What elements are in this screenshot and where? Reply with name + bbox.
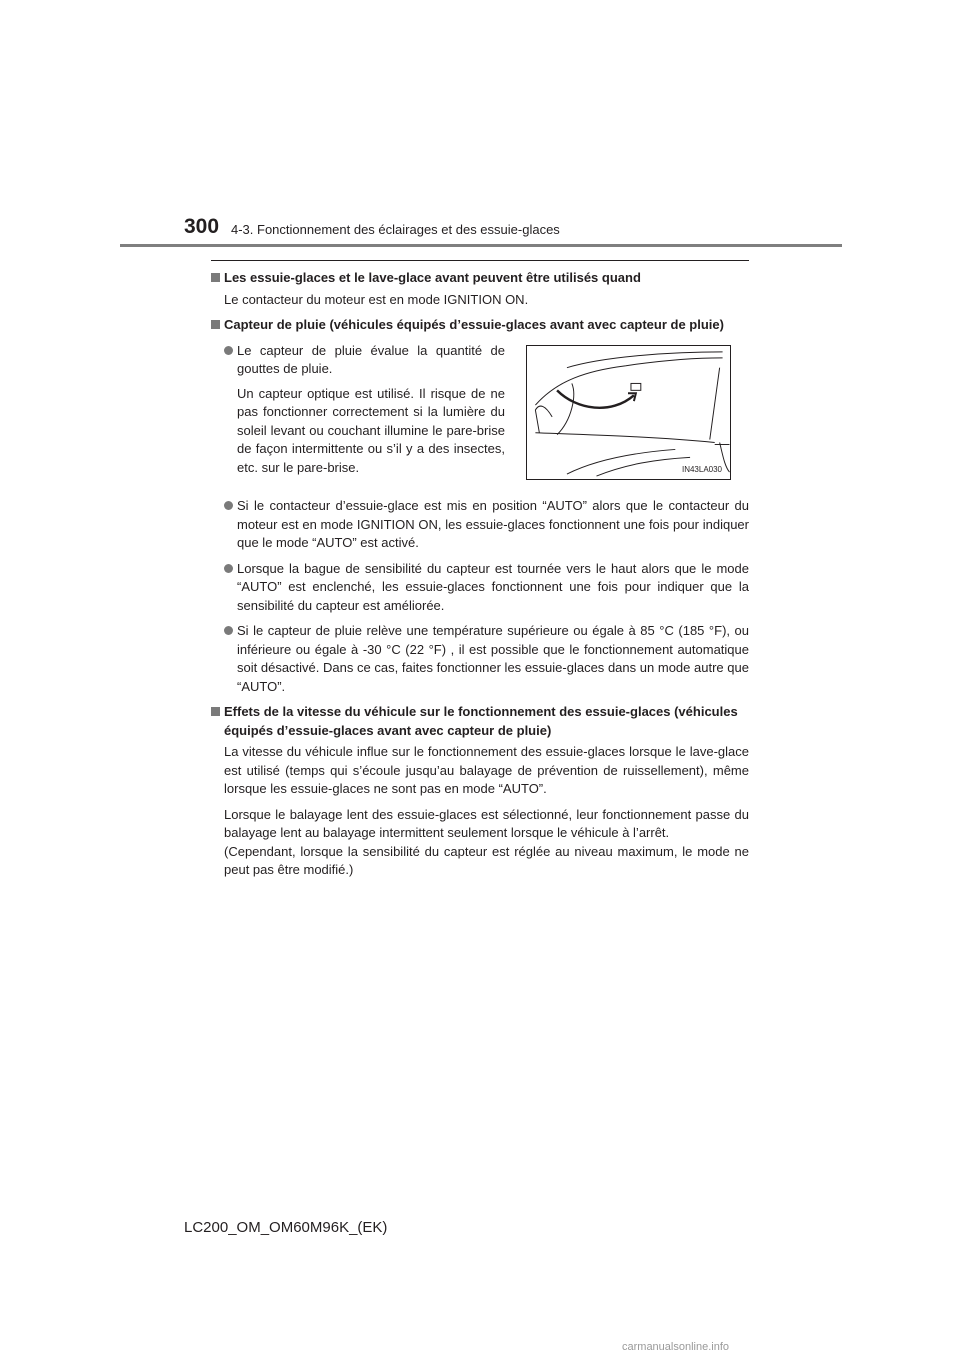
document-code: LC200_OM_OM60M96K_(EK) bbox=[184, 1219, 388, 1236]
content-rule bbox=[211, 260, 749, 261]
section-title: 4-3. Fonctionnement des éclairages et des essuie-glaces bbox=[231, 222, 560, 237]
rain-sensor-block bbox=[211, 342, 749, 491]
paragraph-speed-influence: La vitesse du véhicule influe sur le fonctionnement des essuie-glaces lorsque le lave-glace est utilisé (temps qui s’écoule jusqu’au balayage de prévention de ruissellement), même lorsque les essuie-glaces ne sont pas en mode “AUTO”. bbox=[224, 744, 749, 796]
bullet-sensitivity-ring: Lorsque la bague de sensibilité du capteur est tournée vers le haut alors que le mode “AUTO” est enclenché, les essuie-glaces fonctionnent une fois pour indiquer que la sensibilité du capteur est améliorée. bbox=[211, 560, 749, 616]
page-number: 300 bbox=[184, 215, 220, 238]
content bbox=[211, 269, 749, 880]
paragraph-max-sensitivity: (Cependant, lorsque la sensibilité du capteur est réglée au niveau maximum, le mode ne peut pas être modifié.) bbox=[224, 843, 749, 877]
windshield-illustration bbox=[526, 345, 731, 480]
bullet-auto-position: Si le contacteur d’essuie-glace est mis en position “AUTO” alors que le contacteur du moteur est en mode IGNITION ON, les essuie-glaces fonctionnent une fois pour indiquer que le mode “AUTO” est activé. bbox=[211, 497, 749, 553]
paragraph-ignition: Le contacteur du moteur est en mode IGNITION ON. bbox=[224, 291, 529, 307]
heading-wipers-usable: Les essuie-glaces et le lave-glace avant peuvent être utilisés quand bbox=[211, 269, 749, 288]
paragraph-optical-sensor: Un capteur optique est utilisé. Il risque de ne pas fonctionner correctement si la lumière du soleil levant ou couchant illumine le pare-brise de façon intermittente ou s’il y a des insectes, etc. sur le pare-brise. bbox=[237, 385, 505, 475]
figure-code: IN43LA030 bbox=[681, 464, 722, 474]
heading-vehicle-speed: Effets de la vitesse du véhicule sur le fonctionnement des essuie-glaces (véhicules équipés d’essuie-glaces avant avec capteur de pluie) bbox=[211, 703, 749, 740]
windshield-drawing bbox=[527, 346, 730, 479]
header-rule bbox=[120, 244, 842, 247]
bullet-rain-sensor-evaluates: Le capteur de pluie évalue la quantité de gouttes de pluie. bbox=[211, 342, 505, 379]
bullet-temperature: Si le capteur de pluie relève une température supérieure ou égale à 85 °C (185 °F), ou inférieure ou égale à -30 °C (22 °F) , il est possible que le fonctionnement automatique soit désactivé. Dans ce cas, faites fonctionner les essuie-glaces dans un mode autre que “AUTO”. bbox=[211, 622, 749, 696]
heading-rain-sensor: Capteur de pluie (véhicules équipés d’essuie-glaces avant avec capteur de pluie) bbox=[211, 316, 749, 335]
watermark: carmanualsonline.info bbox=[622, 1341, 730, 1353]
paragraph-slow-wipe: Lorsque le balayage lent des essuie-glaces est sélectionné, leur fonctionnement passe du balayage lent au balayage intermittent seulement lorsque le véhicule à l’arrêt. bbox=[224, 806, 749, 840]
